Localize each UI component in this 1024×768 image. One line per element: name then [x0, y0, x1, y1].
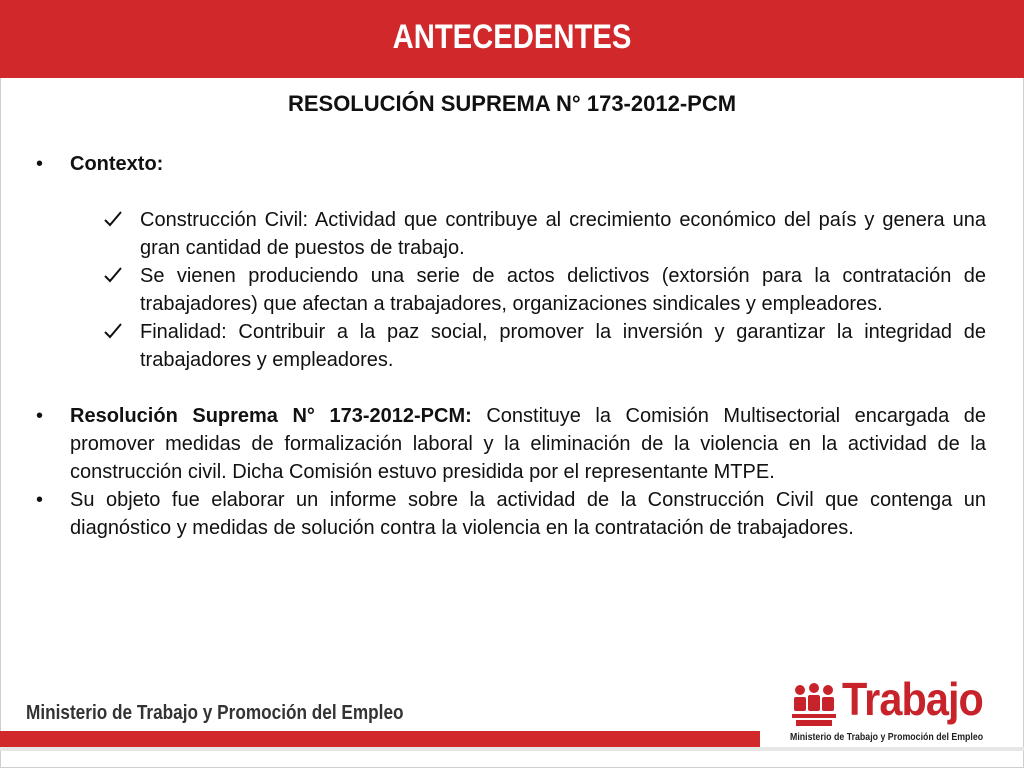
bullet-dot: •	[36, 489, 44, 511]
bullet-dot: •	[36, 153, 44, 175]
check-item-text: Construcción Civil: Actividad que contribuye al crecimiento económico del país y genera una gran cantidad de puestos de trabajo.	[140, 209, 986, 259]
check-item	[70, 318, 986, 374]
page-title: ANTECEDENTES	[392, 18, 632, 56]
logo-wordmark: Trabajo	[842, 673, 983, 725]
slide-subtitle: RESOLUCIÓN SUPREMA N° 173-2012-PCM	[287, 91, 737, 116]
footer-grey-bar	[0, 747, 1024, 751]
trabajo-logo-icon	[790, 680, 838, 728]
footer-red-bar	[0, 731, 760, 747]
spacer	[70, 374, 986, 402]
header-bar	[0, 0, 1024, 78]
check-mark-icon	[102, 264, 124, 286]
bullet-item-resolucion	[36, 402, 986, 486]
check-list	[70, 206, 986, 374]
bullet-dot: •	[36, 405, 44, 427]
footer-ministry-name: Ministerio de Trabajo y Promoción del Empleo	[26, 702, 404, 724]
bullet-text: Su objeto fue elaborar un informe sobre la actividad de la Construcción Civil que contenga un diagnóstico y medidas de solución contra la violencia en la contratación de trabajadores.	[70, 489, 986, 539]
check-item-text: Finalidad: Contribuir a la paz social, promover la inversión y garantizar la integridad de trabajadores y empleadores.	[140, 321, 986, 371]
bullet-item-contexto	[36, 150, 986, 178]
bullet-label: Resolución Suprema N° 173-2012-PCM:	[70, 405, 472, 427]
logo-subtitle: Ministerio de Trabajo y Promoción del Empleo	[790, 732, 984, 743]
check-item	[70, 262, 986, 318]
bullet-label: Contexto:	[70, 153, 164, 175]
check-item	[70, 206, 986, 262]
check-item-text: Se vienen produciendo una serie de actos delictivos (extorsión para la contratación de trabajadores) que afectan a trabajadores, organizaciones sindicales y empleadores.	[140, 265, 986, 315]
bullet-text: Constituye la Comisión Multisectorial encargada de promover medidas de formalización laboral y la eliminación de la violencia en la actividad de la construcción civil. Dicha Comisión estuvo presidida por el representante MTPE.	[70, 405, 986, 483]
slide-content	[36, 150, 986, 542]
check-mark-icon	[102, 320, 124, 342]
check-mark-icon	[102, 208, 124, 230]
trabajo-logo	[790, 673, 990, 746]
bullet-item-objeto	[36, 486, 986, 542]
